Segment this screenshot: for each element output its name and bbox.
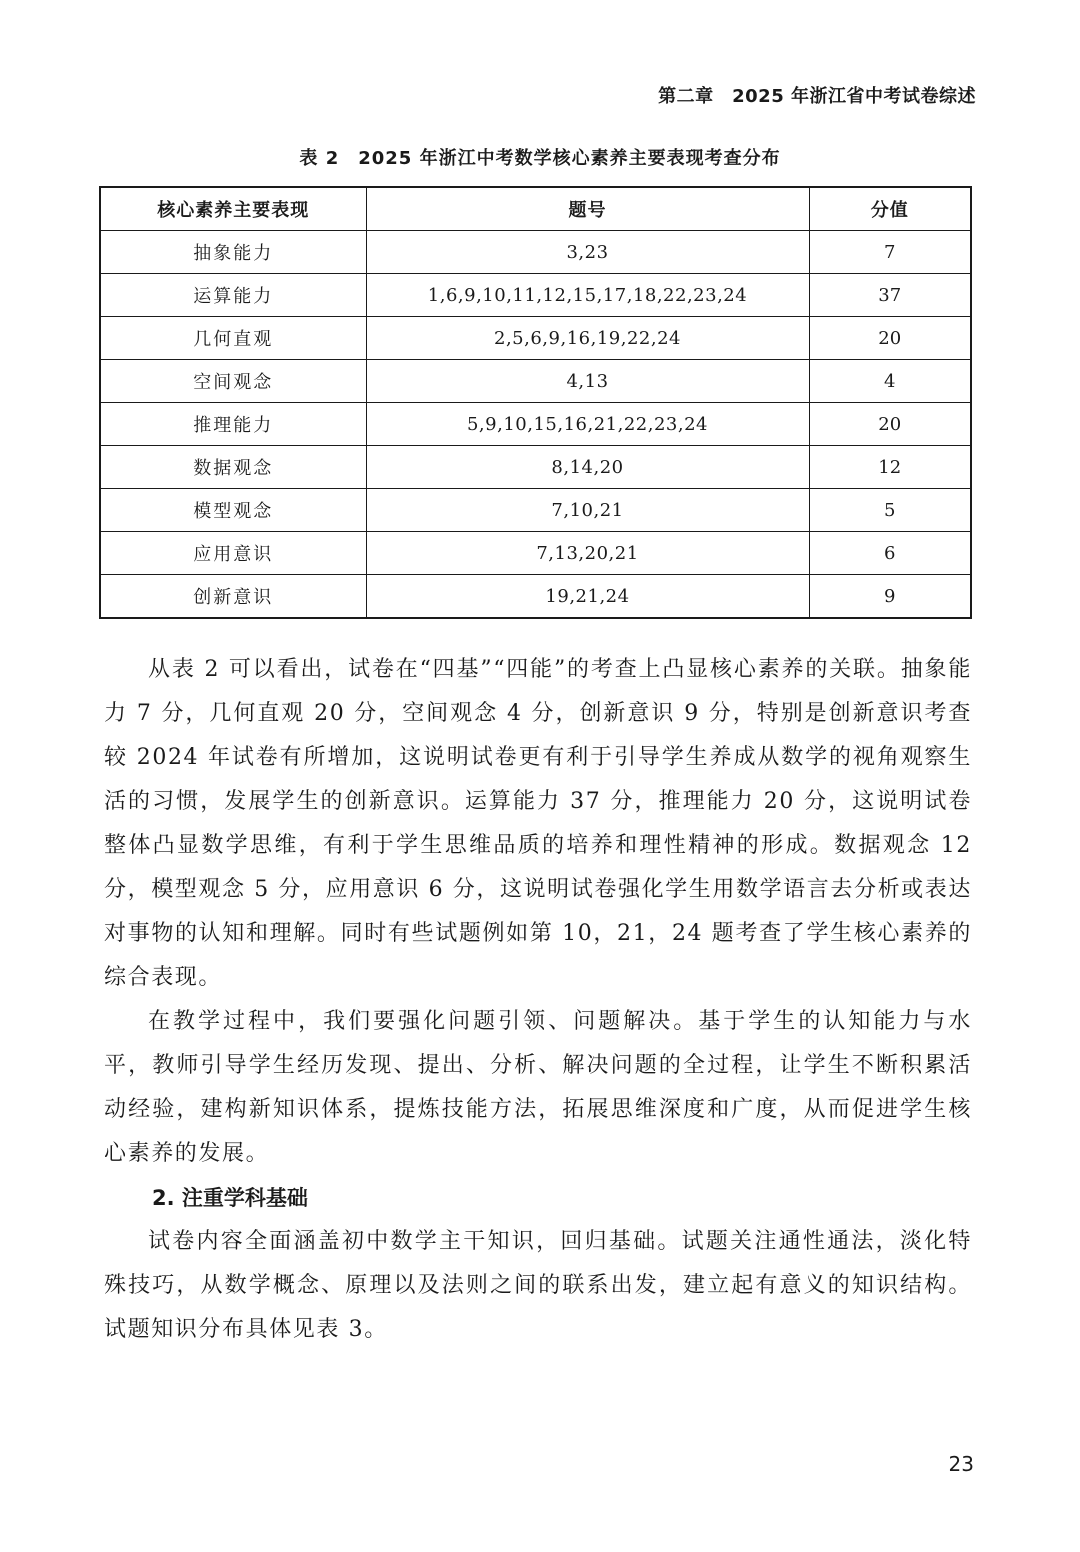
table-row xyxy=(100,403,971,446)
running-head: 第二章 2025 年浙江省中考试卷综述 xyxy=(658,86,976,107)
category-cell: 模型观念 xyxy=(100,489,366,532)
category-cell: 几何直观 xyxy=(100,317,366,360)
category-cell: 抽象能力 xyxy=(100,231,366,274)
column-header-score: 分值 xyxy=(809,187,971,231)
column-header-category: 核心素养主要表现 xyxy=(100,187,366,231)
table-row xyxy=(100,274,971,317)
body-text xyxy=(104,648,972,1352)
score-cell: 6 xyxy=(809,532,971,575)
page-number: 23 xyxy=(948,1452,974,1476)
category-cell: 数据观念 xyxy=(100,446,366,489)
score-cell: 12 xyxy=(809,446,971,489)
category-cell: 运算能力 xyxy=(100,274,366,317)
table-row xyxy=(100,317,971,360)
questions-cell: 1,6,9,10,11,12,15,17,18,22,23,24 xyxy=(366,274,809,317)
questions-cell: 5,9,10,15,16,21,22,23,24 xyxy=(366,403,809,446)
section-heading: 2. 注重学科基础 xyxy=(152,1186,308,1210)
core-literacy-table xyxy=(99,186,972,619)
category-cell: 应用意识 xyxy=(100,532,366,575)
paragraph: 试卷内容全面涵盖初中数学主干知识，回归基础。试题关注通性通法，淡化特殊技巧，从数学概念、原理以及法则之间的联系出发，建立起有意义的知识结构。试题知识分布具体见表 3。 xyxy=(104,1229,972,1342)
table-row xyxy=(100,489,971,532)
score-cell: 7 xyxy=(809,231,971,274)
score-cell: 37 xyxy=(809,274,971,317)
score-cell: 20 xyxy=(809,317,971,360)
table-row xyxy=(100,446,971,489)
category-cell: 推理能力 xyxy=(100,403,366,446)
category-cell: 空间观念 xyxy=(100,360,366,403)
questions-cell: 8,14,20 xyxy=(366,446,809,489)
questions-cell: 19,21,24 xyxy=(366,575,809,619)
score-cell: 4 xyxy=(809,360,971,403)
score-cell: 5 xyxy=(809,489,971,532)
table-row xyxy=(100,575,971,619)
questions-cell: 3,23 xyxy=(366,231,809,274)
table-row xyxy=(100,360,971,403)
questions-cell: 7,10,21 xyxy=(366,489,809,532)
table-row xyxy=(100,231,971,274)
paragraph: 在教学过程中，我们要强化问题引领、问题解决。基于学生的认知能力与水平，教师引导学生经历发现、提出、分析、解决问题的全过程，让学生不断积累活动经验，建构新知识体系，提炼技能方法，拓展思维深度和广度，从而促进学生核心素养的发展。 xyxy=(104,1009,972,1166)
column-header-questions: 题号 xyxy=(366,187,809,231)
questions-cell: 4,13 xyxy=(366,360,809,403)
score-cell: 9 xyxy=(809,575,971,619)
table-header-row xyxy=(100,187,971,231)
paragraph: 从表 2 可以看出，试卷在“四基”“四能”的考查上凸显核心素养的关联。抽象能力 7 分，几何直观 20 分，空间观念 4 分，创新意识 9 分，特别是创新意识考查较 2024 年试卷有所增加，这说明试卷更有利于引导学生养成从数学的视角观察生活的习惯，发展学生的创新意识。运算能力 37 分，推理能力 20 分，这说明试卷整体凸显数学思维，有利于学生思维品质的培养和理性精神的形成。数据观念 12 分，模型观念 5 分，应用意识 6 分，这说明试卷强化学生用数学语言去分析或表达对事物的认知和理解。同时有些试题例如第 10，21，24 题考查了学生核心素养的综合表现。 xyxy=(104,657,972,990)
category-cell: 创新意识 xyxy=(100,575,366,619)
table-row xyxy=(100,532,971,575)
questions-cell: 2,5,6,9,16,19,22,24 xyxy=(366,317,809,360)
score-cell: 20 xyxy=(809,403,971,446)
table-caption: 表 2 2025 年浙江中考数学核心素养主要表现考查分布 xyxy=(299,148,781,169)
questions-cell: 7,13,20,21 xyxy=(366,532,809,575)
